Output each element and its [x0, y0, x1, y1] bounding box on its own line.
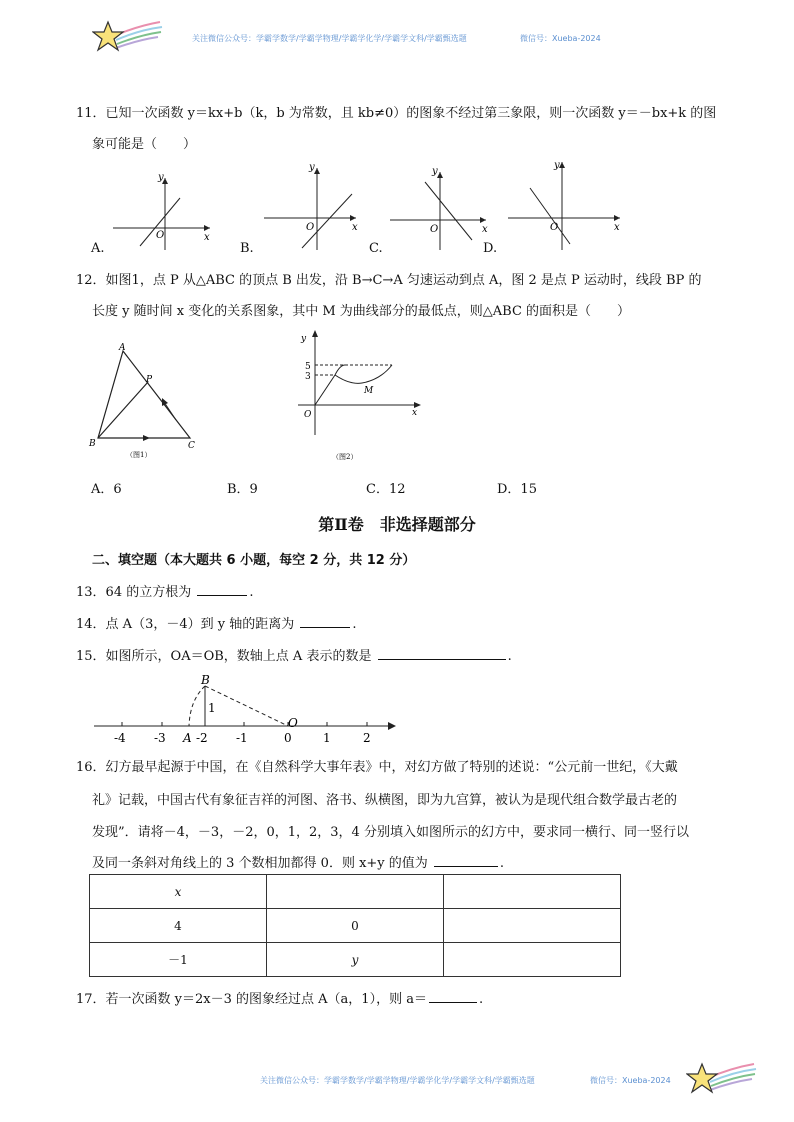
q12-option-a[interactable]: A．6 — [91, 482, 122, 497]
q15-tick-1: 1 — [323, 731, 331, 745]
q15-tick-neg1: -1 — [236, 731, 248, 745]
q11-a-x: x — [204, 232, 210, 243]
header-top-wechat: 微信号：Xueba-2024 — [520, 34, 601, 43]
q12-fig2-o: O — [304, 410, 312, 420]
q17-end: . — [478, 992, 484, 1007]
magic-cell[interactable]: 4 — [90, 909, 267, 943]
magic-cell[interactable]: 0 — [267, 909, 444, 943]
q13 — [76, 581, 254, 600]
q11-a-o: O — [156, 230, 165, 241]
q12-option-b[interactable]: B．9 — [227, 482, 258, 497]
q12-fig2-x: x — [412, 408, 418, 418]
q15-tick-0: 0 — [284, 731, 292, 745]
footer-wechat: 微信号：Xueba-2024 — [590, 1076, 671, 1085]
q12-line2: 长度 y 随时间 x 变化的关系图象，其中 M 为曲线部分的最低点，则△ABC 的面积是（ ） — [92, 304, 631, 319]
magic-cell[interactable]: －1 — [90, 943, 267, 977]
q11-b-x: x — [352, 222, 358, 233]
star-logo-bottom — [686, 1060, 758, 1100]
q11-option-c[interactable]: C. — [369, 241, 383, 256]
q12-fig1-c: C — [188, 441, 195, 451]
q12-fig1-a: A — [119, 343, 126, 353]
q11-b-y: y — [309, 162, 315, 173]
q15-number-line — [90, 670, 400, 750]
q16-end: . — [499, 856, 505, 871]
q11-d-y: y — [554, 160, 560, 171]
magic-cell[interactable]: x — [90, 875, 267, 909]
q16-line1: 16．幻方最早起源于中国，在《自然科学大事年表》中，对幻方做了特别的述说：“公元前一世纪，《大戴 — [76, 760, 678, 775]
q11-d-x: x — [614, 222, 620, 233]
q11-b-o: O — [306, 222, 315, 233]
q11-c-y: y — [432, 166, 438, 177]
q15-end: . — [507, 649, 512, 664]
q16-line4: 及同一条斜对角线上的 3 个数相加都得 0．则 x+y 的值为 — [92, 856, 428, 871]
magic-square-row — [90, 909, 621, 943]
q15-answer-blank[interactable] — [378, 648, 506, 660]
q17 — [76, 988, 483, 1007]
header-top-text: 关注微信公众号：学霸学数学/学霸学物理/学霸学化学/学霸学文科/学霸甄选题 — [192, 34, 467, 43]
q12-fig1-p: P — [146, 375, 153, 385]
q15-point-b: B — [201, 673, 210, 687]
q16-line3: 发现”．请将－4，－3，－2，0，1，2，3，4 分别填入如图所示的幻方中，要求同一横行、同一竖行以 — [92, 825, 689, 840]
footer-text: 关注微信公众号：学霸学数学/学霸学物理/学霸学化学/学霸学文科/学霸甄选题 — [260, 1076, 535, 1085]
magic-cell[interactable] — [444, 943, 621, 977]
q12-fig2-y: y — [301, 334, 307, 344]
magic-cell[interactable] — [267, 875, 444, 909]
star-logo-top — [92, 18, 164, 58]
q15-tick-2: 2 — [363, 731, 371, 745]
q14-answer-blank[interactable] — [300, 616, 350, 628]
fill-in-heading: 二、填空题（本大题共 6 小题，每空 2 分，共 12 分） — [92, 553, 416, 568]
magic-square-row — [90, 943, 621, 977]
q12-figure1-triangle — [86, 340, 206, 465]
q15-point-a: A — [183, 731, 192, 745]
q12-fig2-m: M — [364, 386, 374, 396]
magic-cell[interactable]: y — [267, 943, 444, 977]
q11-line2: 象可能是（ ） — [92, 137, 197, 152]
q16-answer-blank[interactable] — [434, 855, 498, 867]
q15 — [76, 645, 512, 664]
q15-tick-neg2: -2 — [196, 731, 208, 745]
q16-line2: 礼》记载，中国古代有象征吉祥的河图、洛书、纵横图，即为九宫算，被认为是现代组合数学最古老的 — [92, 793, 678, 808]
q16-line4-wrap — [92, 852, 504, 871]
q17-text: 17．若一次函数 y＝2x－3 的图象经过点 A（a，1），则 a＝ — [76, 992, 427, 1007]
q12-fig1-b: B — [89, 439, 96, 449]
q13-text: 13．64 的立方根为 — [76, 585, 192, 600]
q11-line1: 11．已知一次函数 y＝kx+b（k，b 为常数，且 kb≠0）的图象不经过第三象限，则一次函数 y＝－bx+k 的图 — [76, 106, 717, 121]
q11-c-o: O — [430, 224, 439, 235]
q12-fig1-caption: （图1） — [126, 451, 152, 459]
q12-fig2-caption: （图2） — [332, 453, 358, 461]
q17-answer-blank[interactable] — [429, 991, 477, 1003]
section2-title: 第Ⅱ卷 非选择题部分 — [318, 515, 476, 534]
q12-figure2-graph — [290, 325, 430, 465]
q13-answer-blank[interactable] — [197, 584, 247, 596]
q14 — [76, 613, 357, 632]
q15-text: 15．如图所示，OA＝OB，数轴上点 A 表示的数是 — [76, 649, 372, 664]
q11-a-y: y — [158, 172, 164, 183]
magic-cell[interactable] — [444, 909, 621, 943]
magic-cell[interactable] — [444, 875, 621, 909]
q11-option-b[interactable]: B. — [240, 241, 254, 256]
q14-text: 14．点 A（3，－4）到 y 轴的距离为 — [76, 617, 295, 632]
magic-square-grid — [89, 874, 621, 977]
q12-fig2-tick5: 5 — [305, 362, 311, 372]
q12-option-c[interactable]: C．12 — [366, 482, 406, 497]
q11-d-o: O — [550, 222, 559, 233]
q15-segment-one: 1 — [208, 701, 216, 715]
q11-option-d[interactable]: D. — [483, 241, 498, 256]
q12-option-d[interactable]: D．15 — [497, 482, 537, 497]
q12-fig2-tick3: 3 — [305, 372, 311, 382]
q13-end: . — [249, 585, 254, 600]
q15-tick-neg3: -3 — [154, 731, 166, 745]
magic-square-row — [90, 875, 621, 909]
q11-option-a[interactable]: A. — [91, 241, 105, 256]
q15-tick-neg4: -4 — [114, 731, 126, 745]
q15-point-o: O — [288, 716, 298, 730]
q12-line1: 12．如图1，点 P 从△ABC 的顶点 B 出发，沿 B→C→A 匀速运动到点 A，图 2 是点 P 运动时，线段 BP 的 — [76, 273, 702, 288]
q11-graphs — [88, 158, 628, 258]
q11-c-x: x — [482, 224, 488, 235]
q14-end: . — [352, 617, 357, 632]
